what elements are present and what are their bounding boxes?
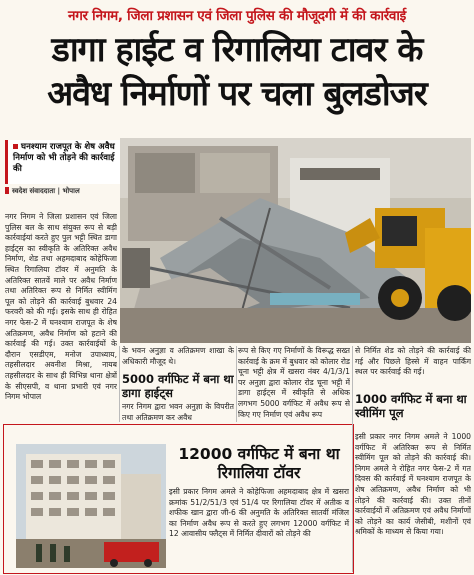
article-column-4-top: से निर्मित शेड को तोड़ने की कार्रवाई की गई और पिछले हिस्से में वाहन पार्किंग स्थल पर कार्रवाई की गई।	[355, 346, 471, 377]
box-text: इसी प्रकार निगम अमले ने कोहेफिजा अहमदाबाद क्षेत्र में खसरा क्रमांक 51/2/51/3 एवं 51/4 पर रिगालिया टॉवर में अतीक व शफीक खान द्वारा जी-6 की अनुमति के अतिरिक्त सातवीं मंजिल का निर्माण अवैध रूप से करते हुए लगभग 12000 वर्गफिट में 12 आवासीय फ्लैट्स में निर्मित दीवारों को तोड़ने की	[169, 487, 349, 538]
highlight-box	[5, 140, 120, 184]
column-divider	[119, 346, 120, 422]
subhead-swimming-pool: 1000 वर्गफिट में बना था स्वीमिंग पूल	[355, 392, 467, 420]
byline	[5, 187, 117, 198]
box-heading: 12000 वर्गफिट में बना था रिगालिया टॉवर	[178, 445, 340, 482]
byline-bar-icon	[5, 187, 9, 194]
article-column-2-bottom: नगर निगम द्वारा भवन अनुज्ञा के विपरीत तथा अतिक्रमण कर अवैध	[122, 402, 234, 422]
column-divider	[236, 346, 237, 422]
article-column-2-top: के भवन अनुज्ञा व अतिक्रमण शाखा के अधिकारी मौजूद थे।	[122, 346, 234, 366]
bullet-square-icon	[13, 144, 18, 149]
column-divider	[352, 346, 353, 572]
kicker-line: नगर निगम, जिला प्रशासन एवं जिला पुलिस की मौजूदगी में की कार्रवाई	[68, 8, 406, 24]
highlight-text: घनश्याम राजपूत के शेष अवैध निर्माण को भी तोड़ने की कार्रवाई की	[13, 142, 115, 174]
byline-text: स्वदेश संवाददाता | भोपाल	[12, 187, 80, 195]
article-column-1: नगर निगम ने जिला प्रशासन एवं जिला पुलिस बल के साथ संयुक्त रूप से बड़ी कार्रवाईयां करते हुए पुल भट्टी स्थित डागा हाईट्स का स्वीकृति के अतिरिक्त अवैध निर्माण, शेड तथा अहमदाबाद कोहेफिजा स्थित रिगालिया टॉवर में अनुमति के अतिरिक्त सातवें माले पर अवैध निर्माण तथा अतिरिक्त रूप से निर्मित स्वीमिंग पूल को तोड़ने की कार्रवाई बुधवार 24 फरवरी को की गई। इसके साथ ही रोहित नगर फेस-2 में घनश्याम राजपूत के शेष अतिक्रमण, अवैध निर्माण को हटाने की कार्रवाई की गई। उक्त कार्रवाईयों के दौरान एसडीएम, मनोज उपाध्याय, तहसीलदार अवनीश मिश्रा, नायब तहसीलदार के साथ ही विभिन्न थाना क्षेत्रों के सीएसपी, व थाना प्रभारी एवं नगर निगम भोपाल	[5, 212, 117, 402]
headline-line-2: अवैध निर्माणों पर चला बुलडोजर	[47, 74, 427, 114]
headline-line-1: डागा हाईट व रिगालिया टावर के	[51, 30, 423, 70]
article-column-4-bottom: इसी प्रकार नगर निगम अमले ने 1000 वर्गफिट में अतिरिक्त रूप से निर्मित स्वीमिंग पूल को तोड़ने की कार्रवाई की। निगम अमले ने रोहित नगर फेस-2 में गत दिवस की कार्रवाई में घनश्याम राजपूत के शेष अतिक्रमण, अवैध निर्माण को भी तोड़ने की कार्रवाई की। उक्त तीनों कार्रवाईयों में अतिक्रमण एवं अवैध निर्माणों को तोड़ने का कार्य जेसीबी, मशीनों एवं श्रमिकों के माध्यम से किया गया।	[355, 432, 471, 537]
demolition-photo-graphic	[120, 138, 471, 343]
article-column-3: रूप से किए गए निर्माणों के विरूद्ध सख्त कार्रवाई के क्रम में बुधवार को कोलार रोड चूना भट्टी क्षेत्र में खसरा नंबर 4/1/3/1 पर अनुज्ञा द्वारा कोलार रोड चूना भट्टी में डागा हाईट्स में स्वीकृति से अधिक लगभग 5000 वर्गफिट में अवैध रूप से किए गए निर्माण एवं अवैध रूप	[238, 346, 350, 419]
tower-photo	[16, 444, 166, 568]
demolition-photo	[120, 138, 471, 343]
regalia-tower-box	[3, 424, 354, 574]
tower-photo-graphic	[16, 444, 166, 568]
subhead-daga-heights: 5000 वर्गफिट में बना था डागा हाईट्स	[122, 372, 234, 400]
